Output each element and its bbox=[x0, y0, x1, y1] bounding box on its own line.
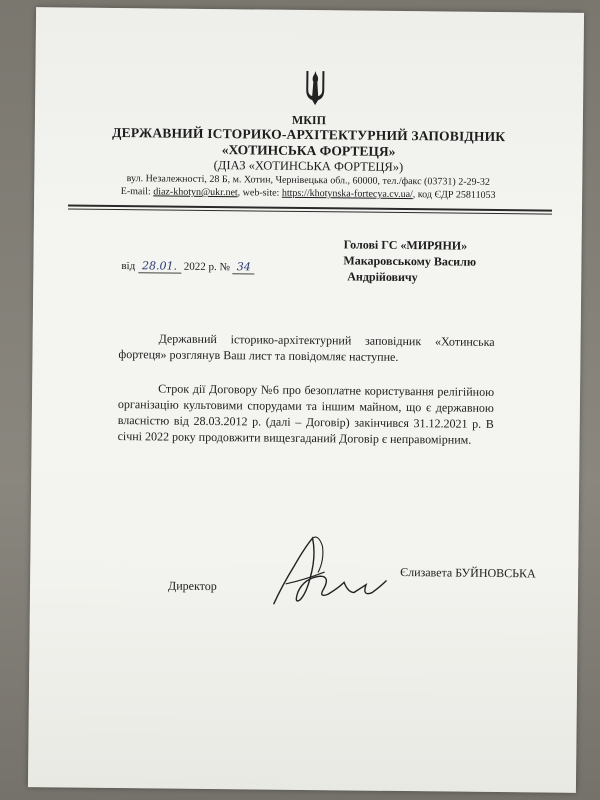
ministry-abbreviation: МКІП bbox=[291, 112, 327, 128]
email-link[interactable]: diaz-khotyn@ukr.net bbox=[153, 186, 238, 199]
recipient-line-3: Андрійовичу bbox=[347, 269, 418, 285]
organization-name-quoted: «ХОТИНСЬКА ФОРТЕЦЯ» bbox=[221, 142, 396, 159]
organization-address: вул. Незалежності, 28 Б, м. Хотин, Чернівецька обл., 60000, тел./факс (03731) 2-29-32 bbox=[126, 173, 490, 188]
edrpou-code: , код ЄДР 25811053 bbox=[412, 189, 496, 201]
letter-sheet bbox=[28, 7, 584, 793]
website-link[interactable]: https://khotynska-fortecya.cv.ua/ bbox=[281, 187, 413, 201]
reference-date-handwritten: 28.01. bbox=[138, 259, 181, 273]
handwritten-signature bbox=[264, 526, 395, 617]
reference-year: 2022 р. № bbox=[183, 260, 231, 274]
email-label: E-mail: bbox=[120, 186, 154, 198]
signatory-title: Директор bbox=[167, 578, 217, 594]
reference-number-handwritten: 34 bbox=[233, 260, 255, 274]
body-paragraph-2: Строк дії Договору №6 про безоплатне користування релігійною організацію культовими спорудами та іншим майном, що є державною власністю від 28.03.2012 р. (далі – Договір) закінчився 31.12.2021 р. В січні 2022 року продовжити вищезгаданий Договір є неправомірним. bbox=[117, 381, 495, 447]
recipient-block bbox=[343, 236, 476, 285]
recipient-line-1: Голові ГС «МИРЯНИ» bbox=[343, 237, 468, 253]
outgoing-reference bbox=[121, 259, 254, 273]
signatory-name: Єлизавета БУЙНОВСЬКА bbox=[400, 564, 536, 581]
organization-contacts bbox=[34, 186, 582, 202]
organization-short-name: (ДІАЗ «ХОТИНСЬКА ФОРТЕЦЯ») bbox=[213, 158, 404, 175]
body-paragraph-1: Державний історико-архітектурний заповідник «Хотинська фортеця» розглянув Ваш лист та повідомляє наступне. bbox=[118, 331, 495, 364]
reference-prefix: від bbox=[121, 260, 136, 273]
website-label: , web-site: bbox=[237, 187, 282, 199]
recipient-line-2: Макаровському Василю bbox=[343, 253, 477, 269]
trident-emblem-icon bbox=[303, 68, 327, 108]
organization-name: ДЕРЖАВНИЙ ІСТОРИКО-АРХІТЕКТУРНИЙ ЗАПОВІДНИК bbox=[112, 124, 506, 145]
